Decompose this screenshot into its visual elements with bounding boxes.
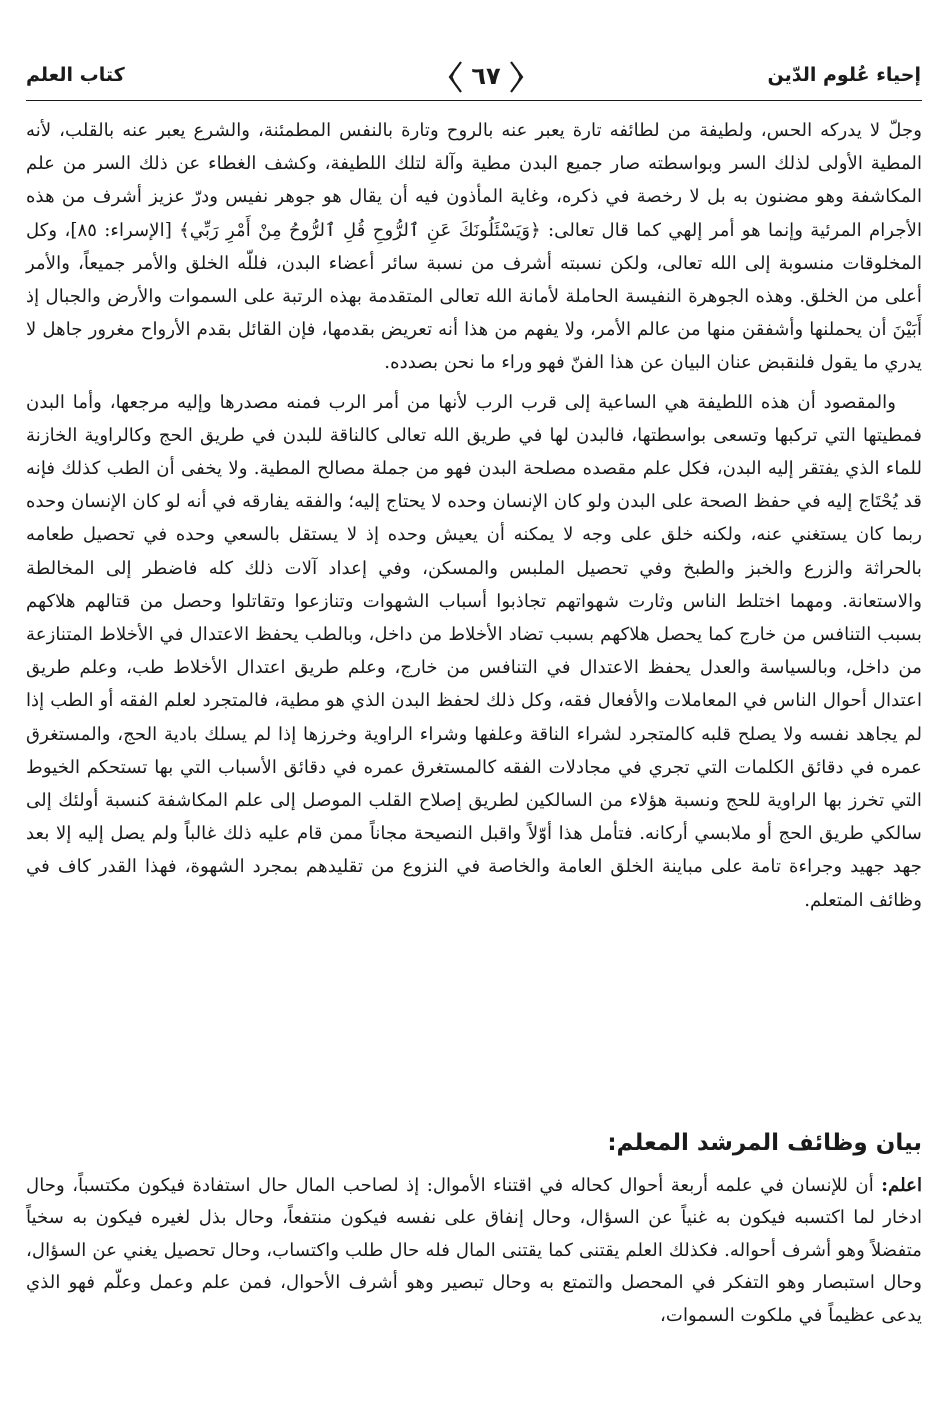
page-header — [26, 58, 921, 100]
book-title: إحياء عُلوم الدّين — [767, 64, 921, 86]
section-heading: بيان وظائف المرشد المعلم: — [607, 1130, 922, 1156]
left-ornament-icon — [446, 60, 464, 94]
section-lead-word: اعلم: — [881, 1175, 922, 1196]
main-text — [26, 114, 922, 917]
paragraph-2: والمقصود أن هذه اللطيفة هي الساعية إلى قرب الرب لأنها من أمر الرب فمنه مصدرها وإليه مرجعها، وأما البدن فمطيتها التي تركبها وتسعى بواسطتها، فالبدن لها في طريق الله تعالى كالناقة للبدن في طريق الحج وكالراوية الخازنة للماء الذي يفتقر إليه البدن، فكل علم مقصده مصلحة البدن فهو من جملة مصالح المطية. ولا يخفى أن الطب كذلك فإنه قد يُحْتَاج إليه في حفظ الصحة على البدن ولو كان الإنسان وحده لا يحتاج إليه؛ والفقه يفارقه في أنه لو كان الإنسان وحده ربما كان يستغني عنه، ولكنه خلق على وجه لا يمكنه أن يعيش وحده إذ لا يستقل بالسعي وحده في تحصيل طعامه بالحراثة والزرع والخبز والطبخ وفي تحصيل الملبس والمسكن، وفي إعداد آلات ذلك كله فاضطر إلى المخالطة والاستعانة. ومهما اختلط الناس وثارت شهواتهم تجاذبوا أسباب الشهوات وتنازعوا وتقاتلوا وحصل من قتالهم هلاكهم بسبب التنافس من خارج كما يحصل هلاكهم بسبب تضاد الأخلاط من داخل، وبالطب يحفظ الاعتدال في الأخلاط المتنازعة من داخل، وبالسياسة والعدل يحفظ الاعتدال في التنافس من خارج، وعلم طريق اعتدال الأخلاط طب، وعلم طريق اعتدال أحوال الناس في المعاملات والأفعال فقه، وكل ذلك لحفظ البدن الذي هو مطية، فالمتجرد لعلم الفقه أو الطب إذا لم يجاهد نفسه ولا يصلح قلبه كالمتجرد لشراء الناقة وعلفها وشراء الراوية وخرزها إذا لم يسلك بادية الحج، والمستغرق عمره في دقائق الكلمات التي تجري في مجادلات الفقه كالمستغرق عمره في دقائق الأسباب التي بها تستحكم الخيوط التي تخرز بها الراوية للحج ونسبة هؤلاء من السالكين لطريق إصلاح القلب الموصل إلى علم المكاشفة كنسبة أولئك إلى سالكي طريق الحج أو ملابسي أركانه. فتأمل هذا أوّلاً واقبل النصيحة مجاناً ممن قام عليه ذلك غالباً ولم يصل إليه إلا بعد جهد جهيد وجراءة تامة على مباينة الخلق العامة والخاصة في النزوع من تقليدهم بمجرد الشهوة، فهذا القدر كاف في وظائف المتعلم. — [26, 391, 922, 911]
chapter-title: كتاب العلم — [26, 64, 125, 86]
page-number: ٦٧ — [471, 62, 501, 90]
paragraph-1: وجلّ لا يدركه الحس، ولطيفة من لطائفه تارة يعبر عنه بالروح وتارة بالنفس المطمئنة، والشرع يعبر عنه بالقلب، لأنه المطية الأولى لذلك السر وبواسطته صار جميع البدن مطية وآلة لتلك اللطيفة، وكشف الغطاء عن ذلك السر من علم المكاشفة وهو مضنون به بل لا رخصة في ذكره، وغاية المأذون فيه أن يقال هو جوهر نفيس ودرّ عزيز أشرف من هذه الأجرام المرئية وإنما هو أمر إلهي كما قال تعالى: ﴿وَيَسْئَلُونَكَ عَنِ ٱلرُّوحِ قُلِ ٱلرُّوحُ مِنْ أَمْرِ رَبِّي﴾ [الإسراء: ٨٥]، وكل المخلوقات منسوبة إلى الله تعالى، ولكن نسبته أشرف من نسبة سائر أعضاء البدن، فللّه الخلق والأمر جميعاً، والأمر أعلى من الخلق. وهذه الجوهرة النفيسة الحاملة لأمانة الله تعالى المتقدمة بهذه الرتبة على السموات والأرض والجبال إذ أَبَيْنَ أن يحملنها وأشفقن منها من عالم الأمر، ولا يفهم من هذا أنه تعريض بقدمها، فإن القائل بقدم الأرواح مغرور جاهل لا يدري ما يقول فلنقبض عنان البيان عن هذا الفنّ فهو وراء ما نحن بصدده. — [26, 120, 922, 374]
section-paragraph-text: أن للإنسان في علمه أربعة أحوال كحاله في اقتناء الأموال: إذ لصاحب المال حال استفادة فيكون مكتسباً، وحال ادخار لما اكتسبه فيكون به غنياً عن السؤال، وحال إنفاق على نفسه فيكون منتفعاً، وحال بذل لغيره فيكون به سخياً متفضلاً وهو أشرف أحواله. فكذلك العلم يقتنى كما يقتنى المال فله حال طلب واكتساب، وحال تحصيل يغني عن السؤال، وحال استبصار وهو التفكر في المحصل والتمتع به وحال تبصير وهو أشرف الأحوال، فمن علم وعمل وعلّم فهو الذي يدعى عظيماً في ملكوت السموات، — [26, 1175, 922, 1326]
section-text — [26, 1170, 922, 1332]
right-ornament-icon — [508, 60, 526, 94]
header-divider — [26, 100, 922, 101]
section-paragraph — [26, 1170, 922, 1332]
page-number-ornament — [446, 58, 526, 94]
